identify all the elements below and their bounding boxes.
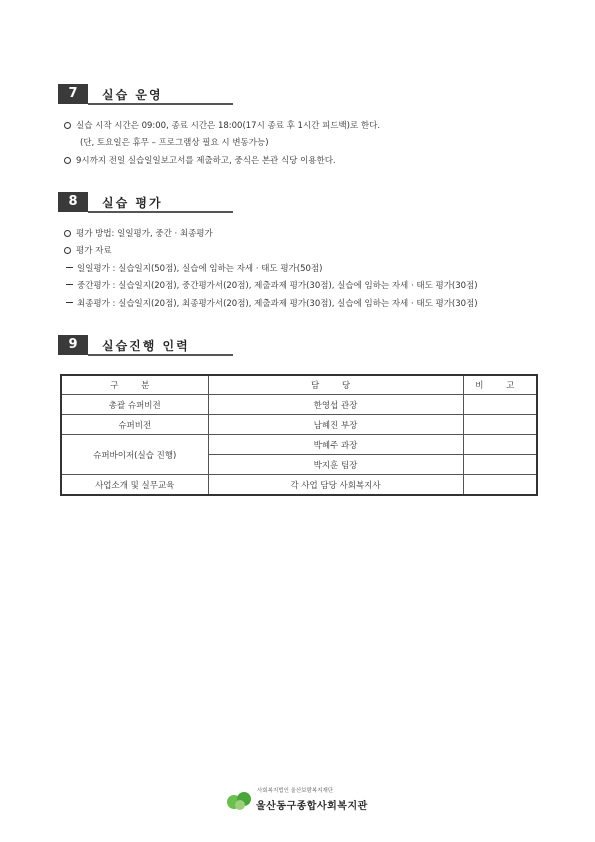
operation-item-hours: 실습 시작 시간은 09:00, 종료 시간은 18:00(17시 종료 후 1시간 피드백)로 한다. xyxy=(64,120,380,132)
footer-foundation-name: 사회복지법인 울산보람복지재단 xyxy=(257,788,334,794)
operation-item-report: 9시까지 전일 실습일일보고서를 제출하고, 중식은 본관 식당 이용한다. xyxy=(64,155,336,167)
staff-table xyxy=(60,374,538,496)
cell-category: 슈퍼바이저(실습 진행) xyxy=(61,435,208,475)
cell-note xyxy=(463,455,537,475)
table-row xyxy=(61,415,537,435)
section-underline xyxy=(88,211,233,213)
cell-note xyxy=(463,415,537,435)
cell-category: 총괄 슈퍼비전 xyxy=(61,395,208,415)
section-underline xyxy=(88,354,233,356)
cell-person: 남혜진 부장 xyxy=(208,415,463,435)
evaluation-mid: 중간평가 : 실습일지(20점), 중간평가서(20점), 제출과제 평가(30점), 실습에 임하는 자세 · 태도 평가(30점) xyxy=(66,280,478,292)
header-note: 비 고 xyxy=(463,375,537,395)
cell-person: 박혜주 과장 xyxy=(208,435,463,455)
evaluation-method: 평가 방법: 일일평가, 중간 · 최종평가 xyxy=(64,228,213,240)
header-person: 담 당 xyxy=(208,375,463,395)
circle-bullet-icon xyxy=(64,230,71,237)
cell-note xyxy=(463,475,537,496)
circle-bullet-icon xyxy=(64,122,71,129)
cell-category: 사업소개 및 실무교육 xyxy=(61,475,208,496)
section-number: 9 xyxy=(58,335,88,355)
dash-bullet-icon xyxy=(66,267,73,268)
section-title: 실습진행 인력 xyxy=(102,339,190,353)
section-number: 7 xyxy=(58,84,88,104)
circle-bullet-icon xyxy=(64,247,71,254)
cell-category: 슈퍼비전 xyxy=(61,415,208,435)
dash-bullet-icon xyxy=(66,284,73,285)
header-category: 구 분 xyxy=(61,375,208,395)
evaluation-materials: 평가 자료 xyxy=(64,245,112,257)
footer-organization-name: 울산동구종합사회복지관 xyxy=(256,801,368,812)
circle-bullet-icon xyxy=(64,157,71,164)
section-number: 8 xyxy=(58,192,88,212)
evaluation-final: 최종평가 : 실습일지(20점), 최종평가서(20점), 제출과제 평가(30점), 실습에 임하는 자세 · 태도 평가(30점) xyxy=(66,298,478,310)
section-underline xyxy=(88,103,233,105)
dash-bullet-icon xyxy=(66,302,73,303)
table-row xyxy=(61,435,537,455)
section-9-header xyxy=(58,335,233,355)
cell-person: 각 사업 담당 사회복지사 xyxy=(208,475,463,496)
section-8-header xyxy=(58,192,233,212)
operation-note: (단, 토요일은 휴무 – 프로그램상 필요 시 변동가능) xyxy=(80,138,269,148)
section-title: 실습 평가 xyxy=(102,196,163,210)
section-7-header xyxy=(58,84,233,104)
section-title: 실습 운영 xyxy=(102,88,163,102)
table-row xyxy=(61,395,537,415)
organization-logo-icon xyxy=(226,790,254,812)
evaluation-daily: 일일평가 : 실습일지(50점), 실습에 임하는 자세 · 태도 평가(50점) xyxy=(66,263,322,275)
cell-note xyxy=(463,435,537,455)
cell-person: 박지훈 팀장 xyxy=(208,455,463,475)
cell-note xyxy=(463,395,537,415)
cell-person: 한영섭 관장 xyxy=(208,395,463,415)
table-header-row xyxy=(61,375,537,395)
table-row xyxy=(61,475,537,496)
